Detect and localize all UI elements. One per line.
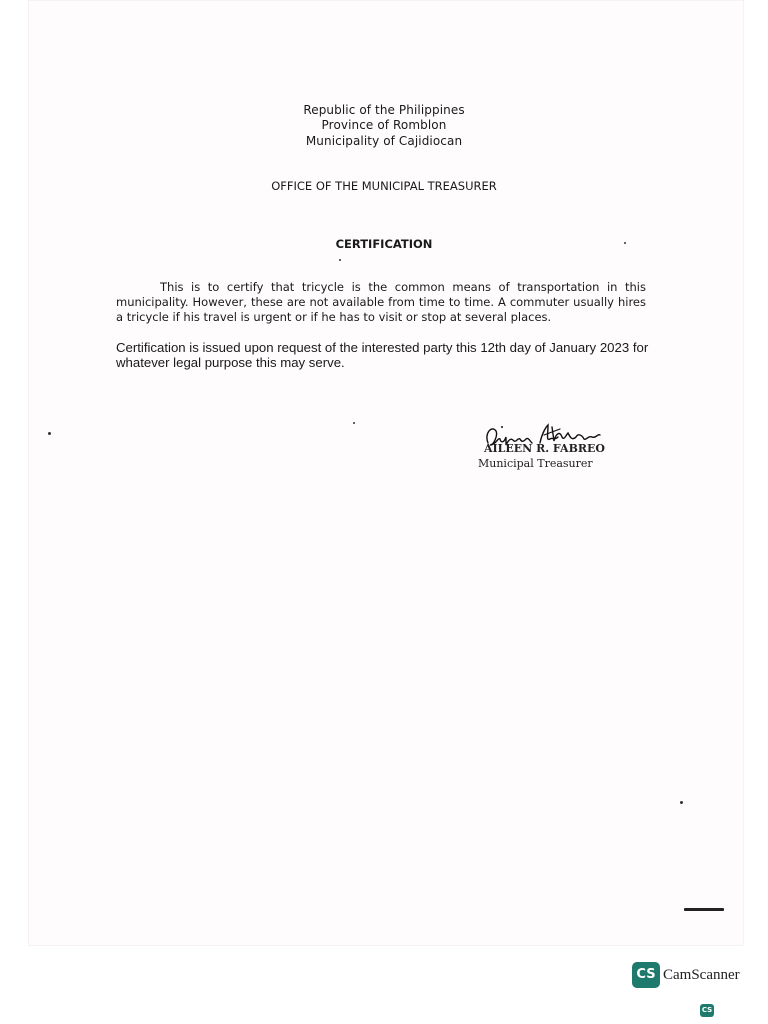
header-municipality: Municipality of Cajidiocan (305, 134, 463, 148)
header-republic: Republic of the Philippines (303, 103, 465, 117)
camscanner-logo-icon: CS (632, 962, 660, 988)
certification-paragraph-2: Certification is issued upon request of the interested party this 12th day of January 2023 for whatever legal purpose this may serve. (116, 340, 649, 370)
signatory-name: AILEEN R. FABREO (484, 442, 605, 455)
camscanner-mini-icon: CS (700, 1004, 714, 1017)
scan-speck (48, 432, 51, 435)
scan-speck (339, 259, 341, 261)
signatory-position: Municipal Treasurer (478, 457, 593, 470)
scan-mark (684, 908, 724, 911)
certification-paragraph-1: This is to certify that tricycle is the common means of transportation in this municipality. However, these are not available from time to time. A commuter usually hires a tricycle if his travel is urgent or if he has to visit or stop at several places. (116, 280, 646, 324)
scan-speck (624, 242, 626, 244)
scan-speck (353, 422, 355, 424)
office-title: OFFICE OF THE MUNICIPAL TREASURER (271, 179, 497, 193)
header-province: Province of Romblon (321, 118, 447, 132)
certification-title: CERTIFICATION (335, 237, 433, 251)
scan-speck (680, 801, 683, 804)
camscanner-label: CamScanner (663, 967, 740, 983)
